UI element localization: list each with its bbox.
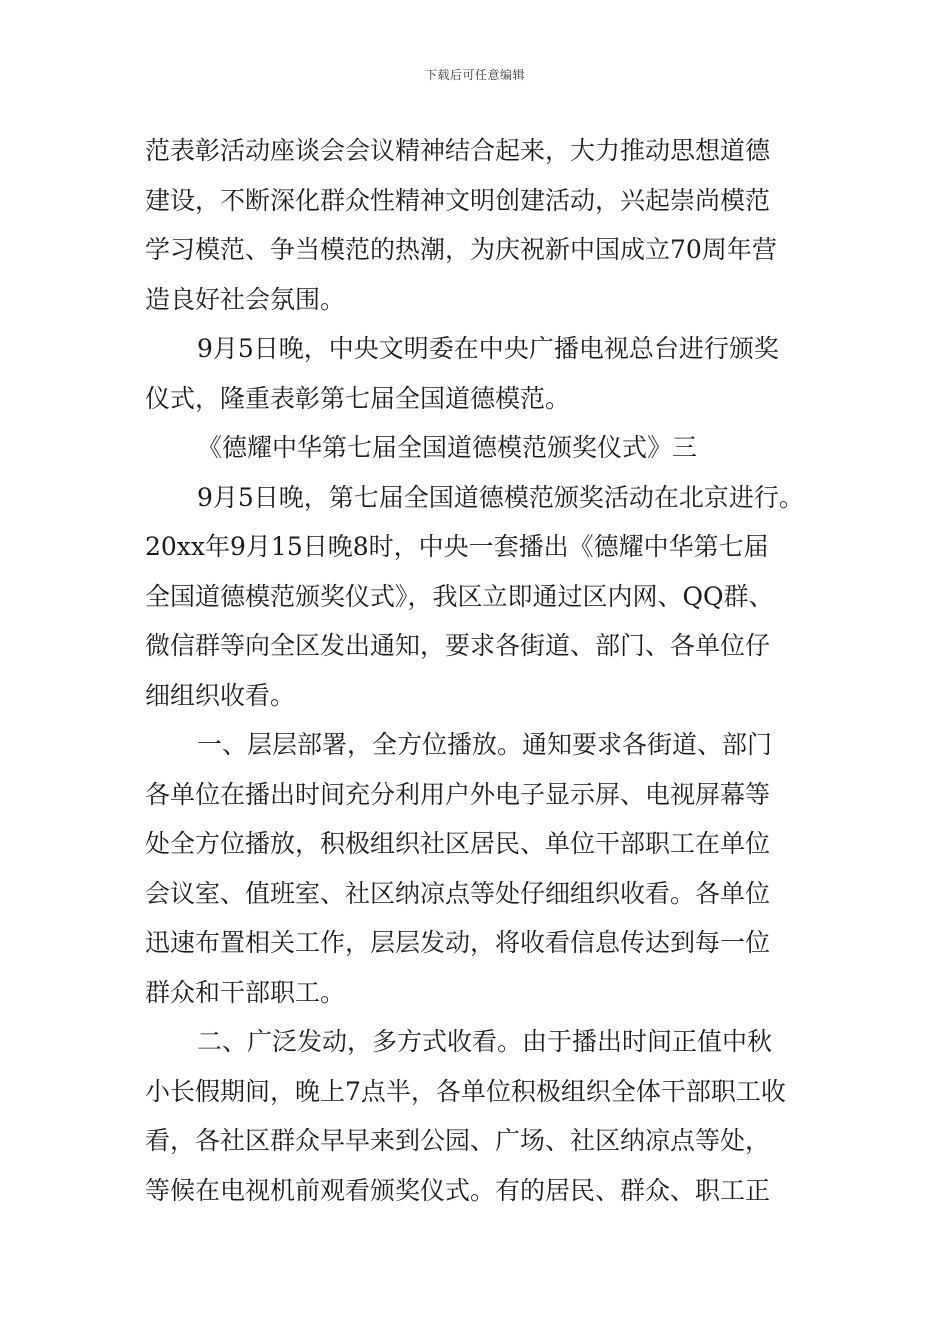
text-line: 《德耀中华第七届全国道德模范颁奖仪式》三 — [197, 433, 698, 462]
text-line: 造良好社会氛围。 — [145, 284, 346, 314]
text-line: 9月5日晚，中央文明委在中央广播电视总台进行颁奖 — [197, 334, 779, 363]
text-line: 范表彰活动座谈会会议精神结合起来，大力推动思想道德 — [145, 136, 771, 165]
text-line: 等候在电视机前观看颁奖仪式。有的居民、群众、职工正 — [145, 1175, 771, 1205]
text-line: 小长假期间，晚上7点半，各单位积极组织全体干部职工收 — [145, 1076, 786, 1106]
text-line: 9月5日晚，第七届全国道德模范颁奖活动在北京进行。 — [197, 482, 804, 512]
document-body — [145, 126, 825, 1215]
text-line: 仪式，隆重表彰第七届全国道德模范。 — [145, 383, 571, 413]
text-line: 迅速布置相关工作，层层发动，将收看信息传达到每一位 — [145, 928, 771, 957]
text-line: 会议室、值班室、社区纳凉点等处仔细组织收看。各单位 — [145, 878, 771, 908]
text-line: 微信群等向全区发出通知，要求各街道、部门、各单位仔 — [145, 631, 771, 660]
text-line: 建设，不断深化群众性精神文明创建活动，兴起崇尚模范 — [145, 185, 771, 215]
text-line: 学习模范、争当模范的热潮，为庆祝新中国成立70周年营 — [145, 235, 777, 264]
text-line: 处全方位播放，积极组织社区居民、单位干部职工在单位 — [145, 829, 771, 858]
text-line: 细组织收看。 — [145, 680, 296, 710]
download-note: 下载后可任意编辑 — [424, 68, 525, 82]
text-line: 各单位在播出时间充分利用户外电子显示屏、电视屏幕等 — [145, 779, 771, 809]
text-line: 全国道德模范颁奖仪式》，我区立即通过区内网、QQ群、 — [145, 581, 774, 611]
text-line: 20xx年9月15日晚8时，中央一套播出《德耀中华第七届 — [145, 532, 769, 561]
text-line: 看，各社区群众早早来到公园、广场、社区纳凉点等处， — [145, 1126, 771, 1155]
text-line: 一、层层部署，全方位播放。通知要求各街道、部门 — [197, 730, 773, 759]
text-line: 二、广泛发动，多方式收看。由于播出时间正值中秋 — [197, 1027, 773, 1056]
text-line: 群众和干部职工。 — [145, 977, 346, 1007]
